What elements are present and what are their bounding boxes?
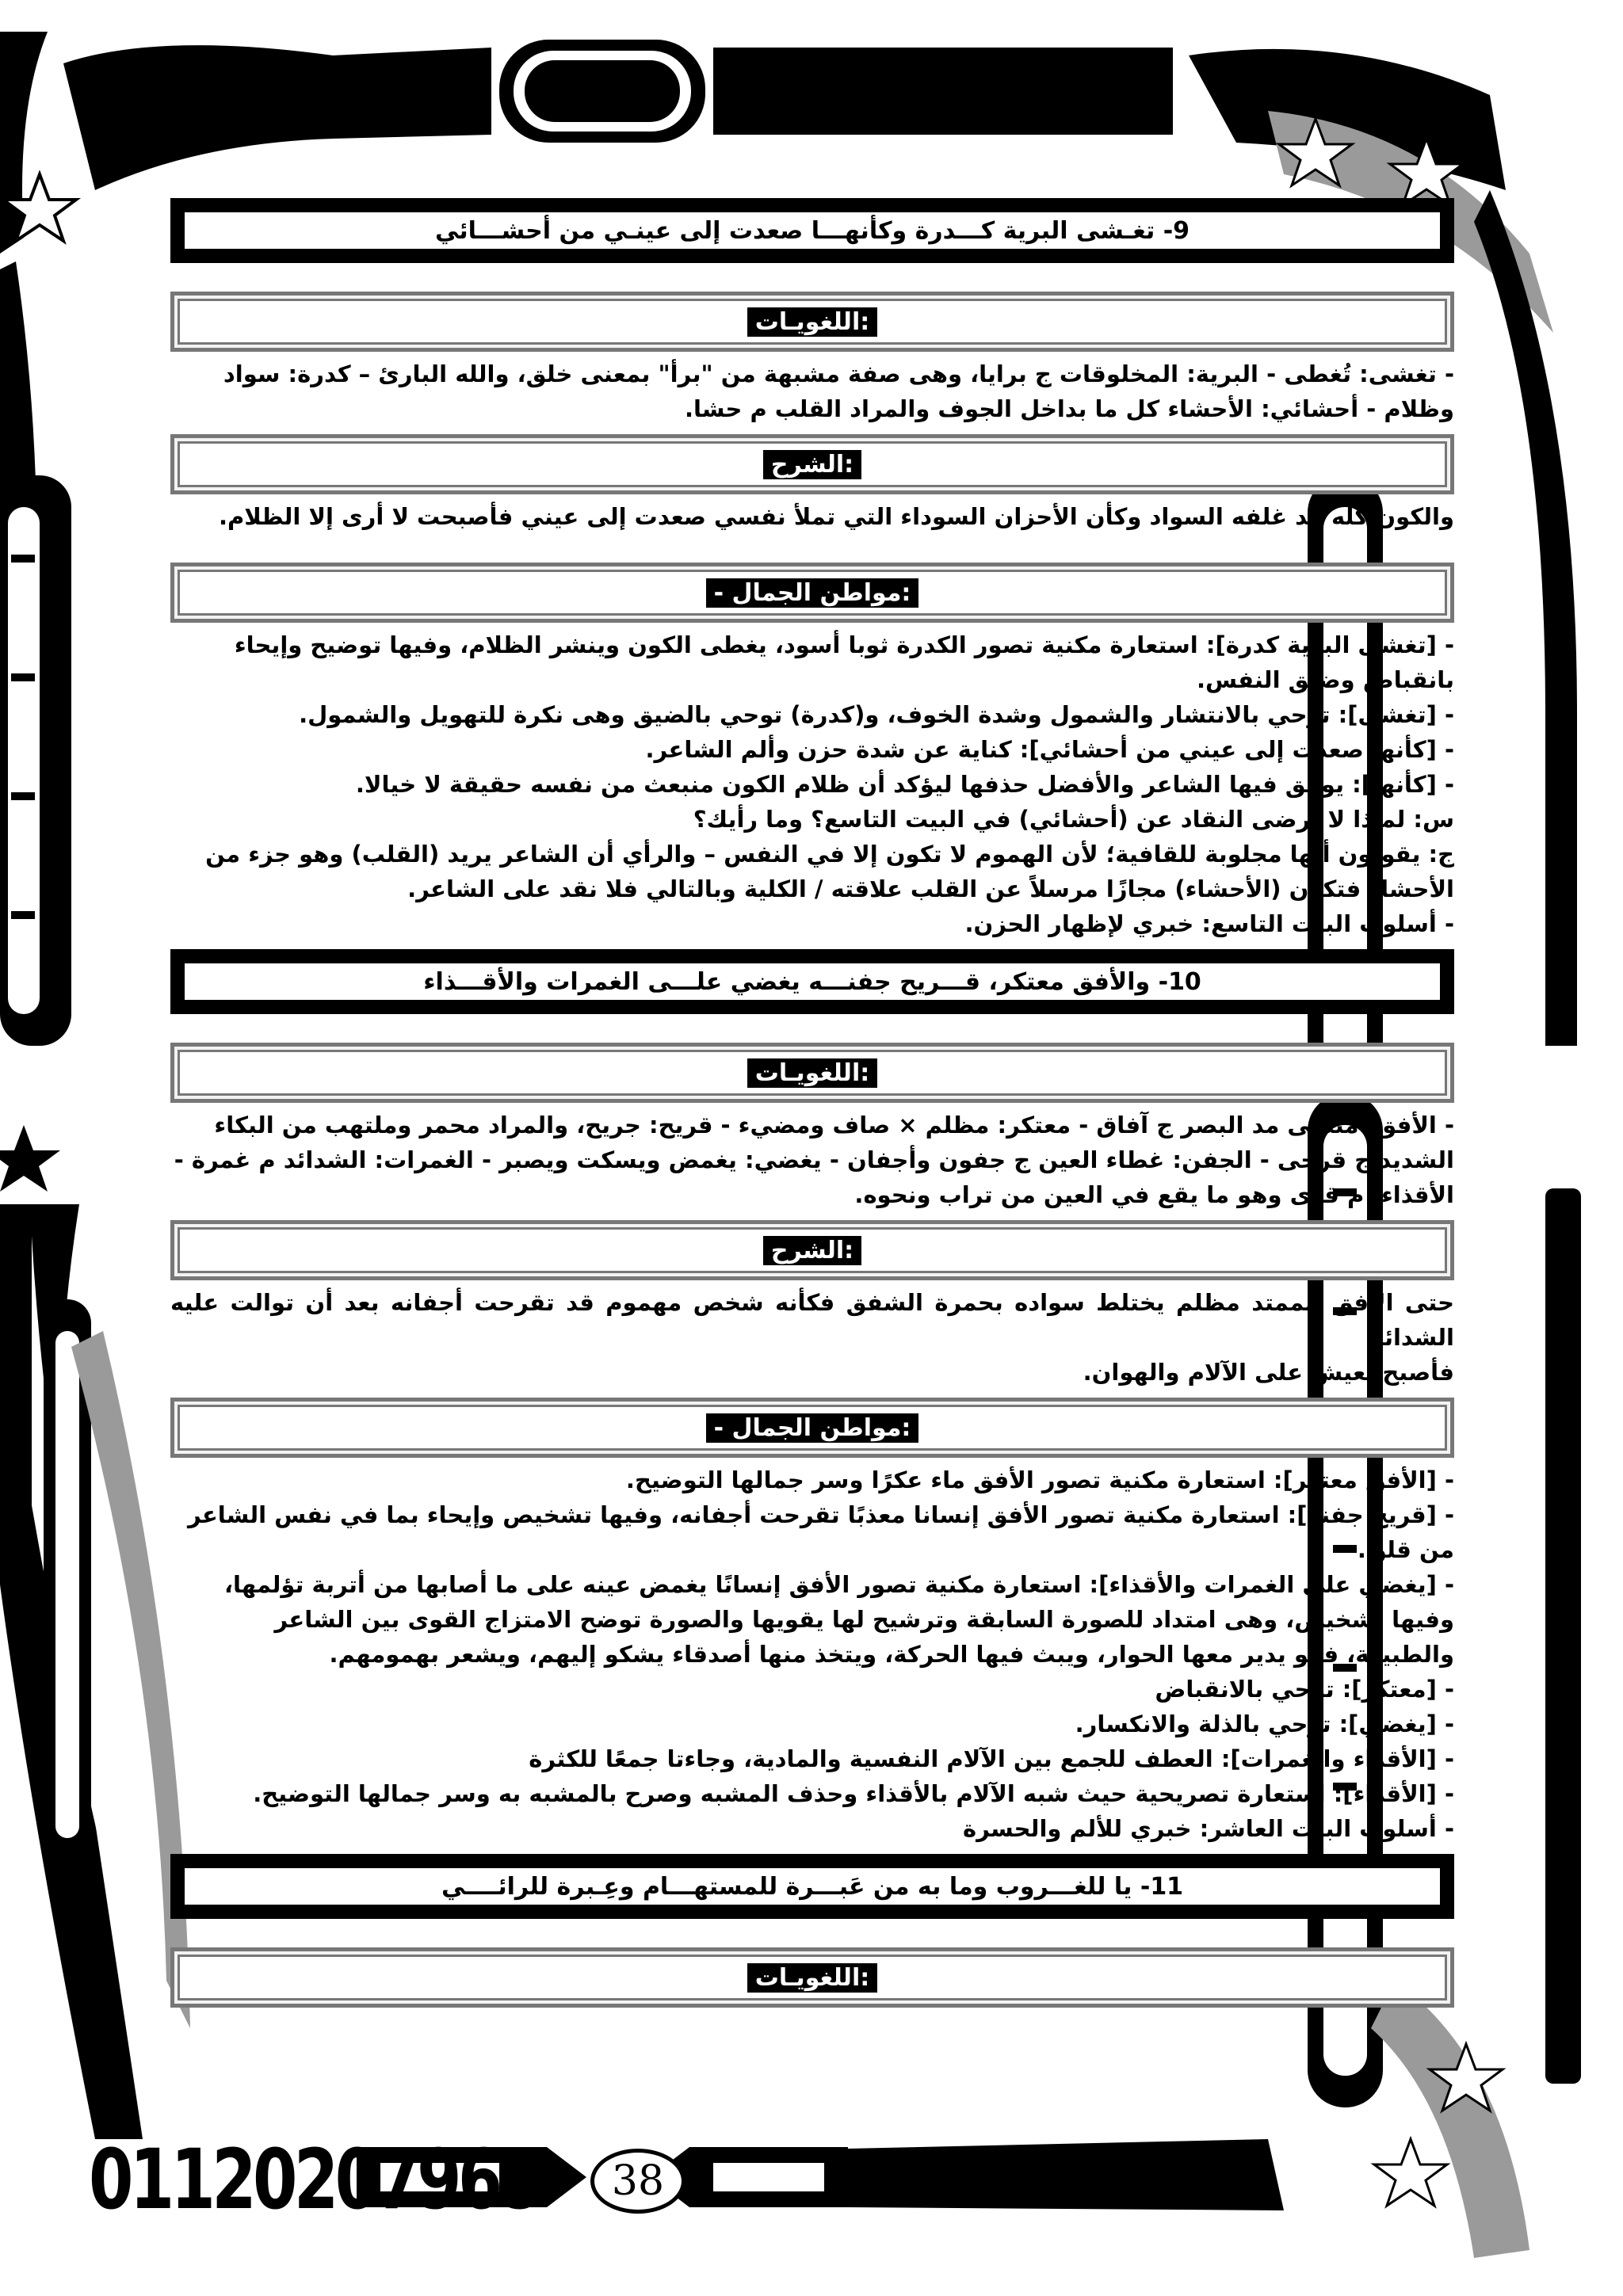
section-label: :مواطن الجمال - (706, 1413, 919, 1443)
section-header-inner (178, 1405, 1447, 1451)
text-line: - الأفق: منتهى مد البصر ج آفاق - معتكر: مظلم × صاف ومضيء - قريح: جريح، والمراد محمر وملتهب من البكاء (214, 1112, 1454, 1138)
text-block (170, 627, 1454, 941)
text-line: - [كأنها صعدت إلى عيني من أحشائي]: كناية عن شدة حزن وألم الشاعر. (645, 736, 1454, 763)
text-line: - [الأقذاء والغمرات]: العطف للجمع بين الآلام النفسية والمادية، وجاءتا جمعًا للكثرة (529, 1745, 1454, 1772)
verse-text: 10- والأفق معتكر، قـــريح جفنـــه يغضي علـــى الغمرات والأقـــذاء (182, 961, 1442, 1002)
section-header-inner (178, 1227, 1447, 1273)
verse-box (170, 1854, 1454, 1919)
section-header (170, 1947, 1454, 2008)
text-line: - [تغشى البرية كدرة]: استعارة مكنية تصور الكدرة ثوبا أسود، يغطى الكون وينشر الظلام، وفيها توضيح وإيحاء (234, 631, 1454, 658)
section-header (170, 1398, 1454, 1458)
text-line: وظلام - أحشائي: الأحشاء كل ما بداخل الجوف والمراد القلب م حشا. (685, 395, 1454, 422)
text-line: - [كأنها]: يوفق فيها الشاعر والأفضل حذفها ليؤكد أن ظلام الكون منبعث من نفسه حقيقة لا خيالا. (355, 771, 1454, 798)
text-line: الأحشاء فتكون (الأحشاء) مجازًا مرسلاً عن القلب علاقته / الكلية وبالتالي فلا نقد على الشاعر. (407, 875, 1454, 902)
section-header-inner (178, 570, 1447, 616)
text-block (170, 499, 1454, 534)
text-block (170, 357, 1454, 426)
section-label: :الشرح (763, 450, 861, 479)
phone-number: 01120207965 (89, 2131, 540, 2228)
verse-text: 9- تغـشى البرية كـــدرة وكأنهـــا صعدت إلى عينـي من أحشـــائي (182, 210, 1442, 251)
text-line: والكون كله قد غلفه السواد وكأن الأحزان السوداء التي تملأ نفسي صعدت إلى عيني فأصبحت لا أرى إلا الظلام. (218, 503, 1454, 530)
text-line: س: لماذا لا يرضى النقاد عن (أحشائي) في البيت التاسع؟ وما رأيك؟ (693, 806, 1454, 833)
verse-box (170, 949, 1454, 1014)
text-line: ج: يقولون أنها مجلوبة للقافية؛ لأن الهموم لا تكون إلا في النفس – والرأي أن الشاعر يريد (القلب) وهو جزء من (205, 841, 1454, 868)
text-line: فأصبح يعيش على الآلام والهوان. (1083, 1359, 1454, 1386)
section-header-inner (178, 1955, 1447, 2000)
section-label: :اللغويـات (747, 307, 877, 337)
text-line: - [يغضي]: توحي بالذلة والانكسار. (1075, 1711, 1454, 1737)
text-block (170, 1285, 1454, 1390)
verse-box (170, 198, 1454, 263)
text-line: من قلق. (1357, 1536, 1454, 1563)
text-line: - تغشى: تُغطى - البرية: المخلوقات ج برايا، وهى صفة مشبهة من "برأ" بمعنى خلق، والله البارئ – كدرة: سواد (223, 360, 1454, 387)
section-label: :مواطن الجمال - (706, 578, 919, 608)
page-number: 38 (590, 2149, 685, 2214)
text-line: الشديد ج قرحى - الجفن: غطاء العين ج جفون وأجفان - يغضي: يغمض ويسكت ويصبر - الغمرات: الشدائد م غمرة - (174, 1146, 1454, 1173)
text-line: - [الأقذاء]: استعارة تصريحية حيث شبه الآلام بالأقذاء وحذف المشبه وصرح بالمشبه به وسر جمالها التوضيح. (253, 1780, 1454, 1807)
section-header (170, 563, 1454, 623)
text-line: - [الأفق معتكر]: استعارة مكنية تصور الأفق ماء عكرًا وسر جمالها التوضيح. (625, 1466, 1454, 1493)
text-line: - [تغشى]: توحي بالانتشار والشمول وشدة الخوف، و(كدرة) توحي بالضيق وهى نكرة للتهويل والشمول. (299, 701, 1454, 728)
text-block (170, 1108, 1454, 1212)
text-block (170, 1463, 1454, 1846)
section-header (170, 292, 1454, 352)
verse-text: 11- يا للغـــروب وما به من عَبـــرة للمستهـــام وعِـبرة للرائــــي (182, 1866, 1442, 1907)
section-header (170, 1043, 1454, 1103)
section-header-inner (178, 299, 1447, 345)
text-line: حتى الأفق الممتد مظلم يختلط سواده بحمرة الشفق فكأنه شخص مهموم قد تقرحت أجفانه بعد أن توالت عليه الشدائد (170, 1289, 1454, 1351)
text-line: بانقباض وضيق النفس. (1196, 666, 1454, 693)
section-header-inner (178, 441, 1447, 487)
text-line: - أسلوب البيت العاشر: خبري للألم والحسرة (962, 1815, 1454, 1842)
text-line: والطبيعة، فهو يدير معها الحوار، ويبث فيها الحركة، ويتخذ منها أصدقاء يشكو إليهم، ويشعر بهمومهم. (329, 1641, 1454, 1668)
text-line: - [قريح جفنه]: استعارة مكنية تصور الأفق إنسانا معذبًا تقرحت أجفانه، وفيها تشخيص وإيحاء بما في نفس الشاعر (187, 1501, 1454, 1528)
text-line: وفيها تشخيص، وهى امتداد للصورة السابقة وترشيح لها يقويها والصورة توضح الامتزاج القوى بين الشاعر (274, 1606, 1454, 1633)
page-content (170, 190, 1454, 2008)
section-label: :اللغويـات (747, 1963, 877, 1993)
text-line: - [يغضي على الغمرات والأقذاء]: استعارة مكنية تصور الأفق إنسانًا يغمض عينه على ما أصابها من أتربة تؤلمها، (223, 1571, 1454, 1598)
section-header (170, 1220, 1454, 1280)
text-line: الأقذاء: م قذى وهو ما يقع في العين من تراب ونحوه. (854, 1181, 1454, 1208)
section-header (170, 434, 1454, 494)
section-label: :اللغويـات (747, 1058, 877, 1088)
text-line: - [معتكر]: توحي بالانقباض (1155, 1676, 1454, 1703)
section-header-inner (178, 1050, 1447, 1096)
section-label: :الشرح (763, 1236, 861, 1265)
text-line: - أسلوب البيت التاسع: خبري لإظهار الحزن. (964, 910, 1454, 937)
left-side-decoration (0, 32, 190, 2139)
